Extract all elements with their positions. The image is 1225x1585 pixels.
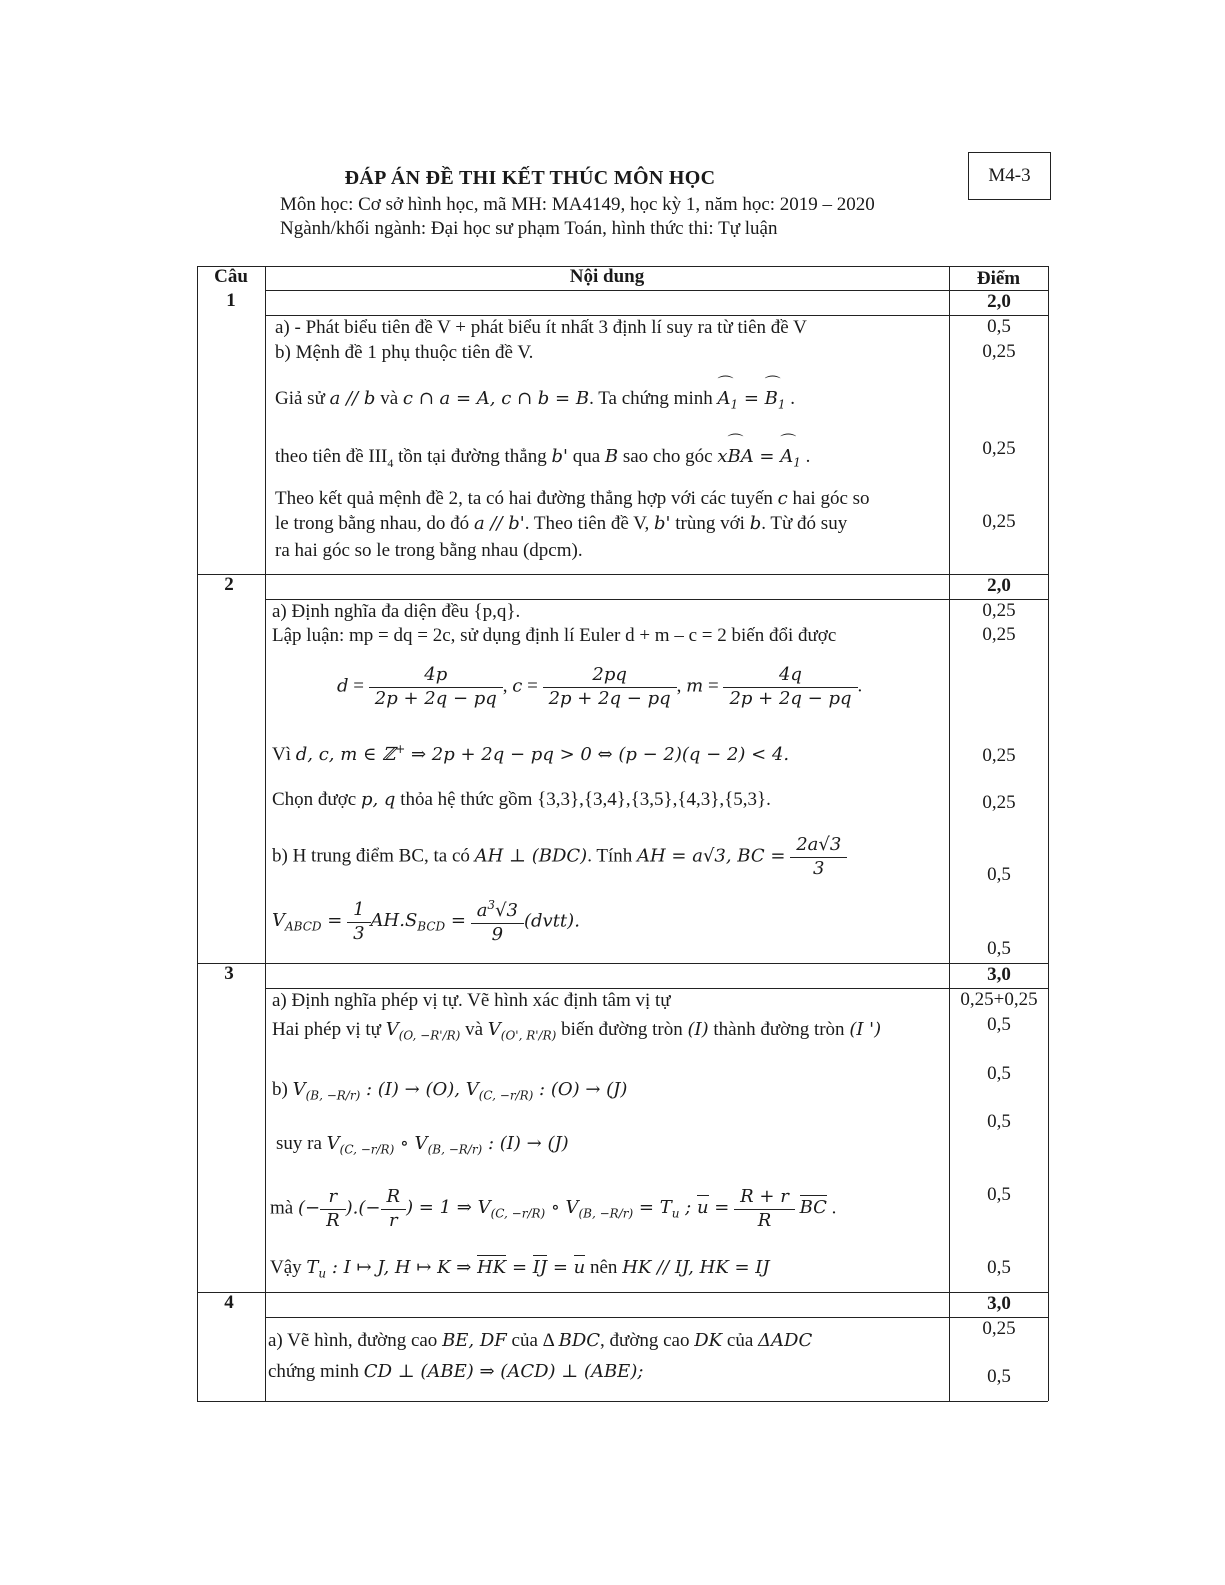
q2-part-b-points: 0,5: [987, 864, 1011, 885]
q2-formula: d = $\frac{4p}{2p + 2q - pq}$ , c = $\frac{2pq}{2p + 2q - pq}$ , m = $\frac{4q}{2p + 2q - pq}$ .: [337, 664, 863, 709]
question-2-total: 2,0: [987, 575, 1011, 596]
q1-part-a-points: 0,5: [987, 316, 1011, 337]
q1-axiom: theo tiên đề $III_4$ tồn tại đường thẳng b' qua B sao cho góc ⌒ xBA = ⌒ $A_1$ .: [275, 445, 810, 471]
q1-part-b-points: 0,25: [982, 341, 1016, 362]
exam-code: M4-3: [988, 165, 1031, 186]
q3-part-b: b) $V_{(B, -R/r)}$ : (I) → (O), $V_{(C, -r/R)}$ : (O) → (J): [272, 1079, 628, 1103]
q1-assumption: Giả sử a // b và c ∩ a = A, c ∩ b = B. Ta chứng minh ⌒ $A_1$ = ⌒ $B_1$ .: [275, 387, 795, 413]
q3-product: mà (− $\frac{r}{R}$ ).(− $\frac{R}{r}$ ) = 1 ⇒ $V_{(C, -r/R)}$ ∘ $V_{(B, -R/r)} = T_u$ ; u = $\frac{R + r}{R}$ BC .: [270, 1186, 837, 1231]
q4-part-a-line2: chứng minh CD ⊥ (ABE) ⇒ (ACD) ⊥ (ABE);: [268, 1361, 644, 1382]
q1-result-points: 0,25: [982, 511, 1016, 532]
question-1-number: 1: [226, 290, 236, 311]
q1-part-a: a) - Phát biểu tiên đề V + phát biểu ít nhất 3 định lí suy ra từ tiên đề V: [275, 317, 807, 338]
q1-axiom-points: 0,25: [982, 438, 1016, 459]
q3-conclusion: Vậy $T_u$ : I ↦ J, H ↦ K ⇒ HK = IJ = u nên HK // IJ, HK = IJ: [270, 1257, 770, 1281]
header-points: Điểm: [976, 268, 1021, 289]
question-2-number: 2: [224, 574, 234, 595]
q3-part-b-points: 0,5: [987, 1063, 1011, 1084]
q2-choose: Chọn được p, q thỏa hệ thức gồm {3,3},{3,4},{3,5},{4,3},{5,3}.: [272, 789, 771, 810]
q2-since-points: 0,25: [982, 745, 1016, 766]
q3-two-homotheties: Hai phép vị tự $V_{(O, -R'/R)}$ và $V_{(O', R'/R)}$ biến đường tròn (I) thành đường tròn (I '): [272, 1019, 882, 1043]
header-content: Nội dung: [569, 266, 645, 287]
q4-part-a-line1: a) Vẽ hình, đường cao BE, DF của Δ BDC, đường cao DK của ΔADC: [268, 1330, 813, 1351]
q2-argument-points: 0,25: [982, 624, 1016, 645]
question-4-total: 3,0: [987, 1293, 1011, 1314]
page-title: ĐÁP ÁN ĐỀ THI KẾT THÚC MÔN HỌC: [344, 167, 716, 189]
question-3-total: 3,0: [987, 964, 1011, 985]
q1-result-line1: Theo kết quả mệnh đề 2, ta có hai đường thẳng hợp với các tuyến c hai góc so: [275, 488, 870, 509]
exam-code-box: [968, 152, 1051, 200]
q2-part-a-points: 0,25: [982, 600, 1016, 621]
q2-choose-points: 0,25: [982, 792, 1016, 813]
q2-argument: Lập luận: mp = dq = 2c, sử dụng định lí Euler d + m – c = 2 biến đổi được: [272, 625, 837, 646]
header-question: Câu: [214, 266, 248, 287]
q3-two-points: 0,5: [987, 1014, 1011, 1035]
q4-part-a-line1-points: 0,25: [982, 1318, 1016, 1339]
question-4-number: 4: [224, 1292, 234, 1313]
q2-volume-points: 0,5: [987, 938, 1011, 959]
q3-conclusion-points: 0,5: [987, 1257, 1011, 1278]
q2-volume: $V_{ABCD}$ = $\frac{1}{3}$ $AH.S_{BCD}$ = $\frac{a^3√3}{9}$ (dvtt).: [272, 898, 580, 945]
q2-since: Vì d, c, m ∈ ℤ+ ⇒ 2p + 2q − pq > 0 ⇔ (p − 2)(q − 2) < 4.: [272, 742, 790, 765]
question-3-number: 3: [224, 963, 234, 984]
q3-product-points: 0,5: [987, 1184, 1011, 1205]
q3-so: suy ra $V_{(C, -r/R)}$ ∘ $V_{(B, -R/r)}$ : (I) → (J): [276, 1133, 569, 1157]
q2-part-a: a) Định nghĩa đa diện đều {p,q}.: [272, 601, 521, 622]
subject-line: Môn học: Cơ sở hình học, mã MH: MA4149, học kỳ 1, năm học: 2019 – 2020: [280, 194, 875, 215]
q1-result-line3: ra hai góc so le trong bằng nhau (dpcm).: [275, 540, 583, 561]
q3-so-points: 0,5: [987, 1111, 1011, 1132]
q4-part-a-line2-points: 0,5: [987, 1366, 1011, 1387]
q1-part-b: b) Mệnh đề 1 phụ thuộc tiên đề V.: [275, 342, 534, 363]
major-line: Ngành/khối ngành: Đại học sư phạm Toán, hình thức thi: Tự luận: [280, 218, 778, 239]
q3-part-a-points: 0,25+0,25: [960, 989, 1038, 1010]
question-1-total: 2,0: [987, 291, 1011, 312]
q2-part-b: b) H trung điểm BC, ta có AH ⊥ (BDC). Tính AH = a√3, BC = $\frac{2a√3}{3}$: [272, 834, 847, 880]
q3-part-a: a) Định nghĩa phép vị tự. Vẽ hình xác định tâm vị tự: [272, 990, 671, 1011]
answer-table: [191, 266, 1053, 1416]
q1-result-line2: le trong bằng nhau, do đó a // b'. Theo tiên đề V, b' trùng với b. Từ đó suy: [275, 513, 848, 534]
